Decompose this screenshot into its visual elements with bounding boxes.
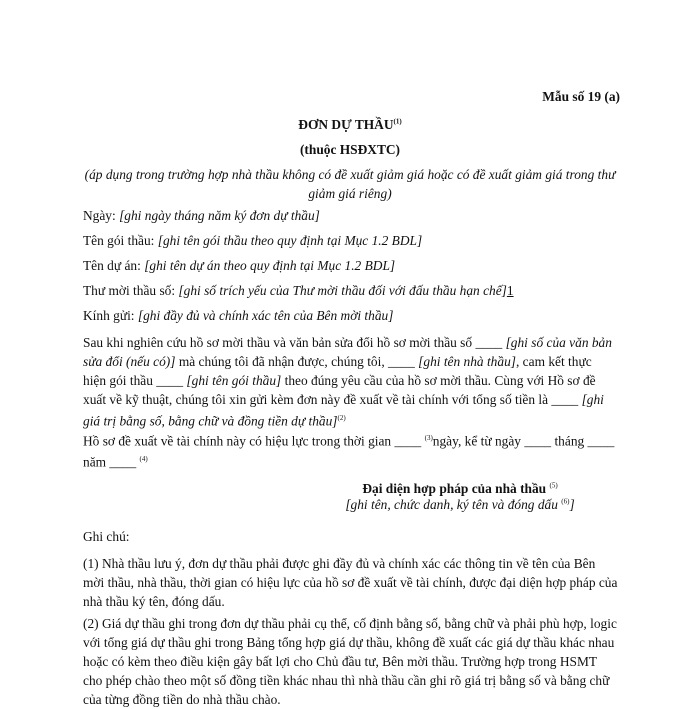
- scope-note: (áp dụng trong trường hợp nhà thầu không có đề xuất giảm giá hoặc có đề xuất giảm giá trong thư giảm giá riêng): [84, 167, 616, 201]
- recipient-label: Kính gửi:: [83, 308, 138, 323]
- signature-footnote-ref: (5): [549, 481, 558, 490]
- date-hint: [ghi ngày tháng năm ký đơn dự thầu]: [119, 208, 320, 223]
- p1-hint-package: [ghi tên gói thầu]: [186, 373, 282, 388]
- p1-text-g: theo đúng yêu cầu của hồ sơ mời thầu. Cùng với Hồ sơ đề xuất về kỹ thuật, chúng tôi xin gửi kèm đơn này đề xuất về tài chính với tổng số tiền là ____: [83, 373, 596, 407]
- p2-footnote-ref-4: (4): [139, 455, 148, 464]
- signature-title: [340, 481, 580, 497]
- p2-footnote-ref-3: (3): [424, 434, 433, 442]
- invitation-footnote-link[interactable]: 1: [506, 283, 514, 298]
- date-label: Ngày:: [83, 208, 120, 223]
- project-hint: [ghi tên dự án theo quy định tại Mục 1.2 BDL]: [144, 258, 396, 273]
- package-label: Tên gói thầu:: [83, 233, 158, 248]
- signature-hint: [340, 497, 580, 513]
- p1-text-e: , cam kết thực hiện gói thầu ____: [83, 354, 592, 388]
- form-number: Mẫu số 19 (a): [542, 89, 620, 104]
- package-hint: [ghi tên gói thầu theo quy định tại Mục 1.2 BDL]: [157, 233, 423, 248]
- invitation-hint: [ghi số trích yếu của Thư mời thầu đối với đấu thầu hạn chế]: [178, 283, 507, 298]
- p2-text-b: ngày, kể từ ngày ____ tháng ____ năm ____: [83, 433, 615, 470]
- title-text: ĐƠN DỰ THẦU: [298, 117, 394, 132]
- signature-hint-text: [ghi tên, chức danh, ký tên và đóng dấu: [345, 497, 558, 512]
- recipient-hint: [ghi đầy đủ và chính xác tên của Bên mời thầu]: [137, 308, 394, 323]
- title-footnote-ref: (1): [393, 117, 402, 126]
- p1-hint-price: [ghi giá trị bằng số, bằng chữ và đồng tiền dự thầu]: [83, 392, 604, 429]
- note-1: (1) Nhà thầu lưu ý, đơn dự thầu phải được ghi đầy đủ và chính xác các thông tin về tên của Bên mời thầu, nhà thầu, thời gian có hiệu lực của hồ sơ đề xuất về tài chính, được đại diện hợp pháp của nhà thầu ký tên, đóng dấu.: [83, 556, 618, 609]
- project-field: [83, 258, 395, 274]
- p1-footnote-ref: (2): [337, 414, 346, 422]
- invitation-label: Thư mời thầu số:: [83, 283, 179, 298]
- project-label: Tên dự án:: [83, 258, 145, 273]
- p2-text-a: Hồ sơ đề xuất về tài chính này có hiệu lực trong thời gian ____: [83, 433, 425, 449]
- notes-heading: Ghi chú:: [83, 529, 130, 544]
- note-2: (2) Giá dự thầu ghi trong đơn dự thầu phải cụ thể, cố định bằng số, bằng chữ và phải phù hợp, logic với tổng giá dự thầu ghi trong Bảng tổng hợp giá dự thầu, không đề xuất các giá dự thầu khác nhau hoặc có kèm theo điều kiện gây bất lợi cho Chủ đầu tư, Bên mời thầu. Trường hợp trong HSMT cho phép chào theo một số đồng tiền khác nhau thì nhà thầu cần ghi rõ giá trị bằng số và bằng chữ của từng đồng tiền do nhà thầu chào.: [83, 616, 617, 707]
- p1-hint-bidder: [ghi tên nhà thầu]: [418, 354, 516, 369]
- signature-title-text: Đại diện hợp pháp của nhà thầu: [362, 481, 547, 496]
- date-field: [83, 208, 320, 224]
- invitation-field: [83, 283, 514, 299]
- signature-hint-end: ]: [569, 497, 575, 512]
- p1-hint-amendment: [ghi số của văn bản sửa đổi (nếu có)]: [83, 335, 612, 369]
- document-subtitle: (thuộc HSĐXTC): [299, 142, 401, 157]
- validity-paragraph: [83, 429, 618, 472]
- signature-hint-footnote-ref: (6): [561, 497, 570, 506]
- package-field: [83, 233, 422, 249]
- commitment-paragraph: [83, 333, 618, 430]
- recipient-field: [83, 308, 393, 324]
- signature-block: [340, 481, 580, 513]
- document-title: [0, 117, 700, 133]
- p1-text-a: Sau khi nghiên cứu hồ sơ mời thầu và văn bản sửa đổi hồ sơ mời thầu số ____: [83, 335, 506, 350]
- p1-text-c: mà chúng tôi đã nhận được, chúng tôi, ____: [175, 354, 419, 369]
